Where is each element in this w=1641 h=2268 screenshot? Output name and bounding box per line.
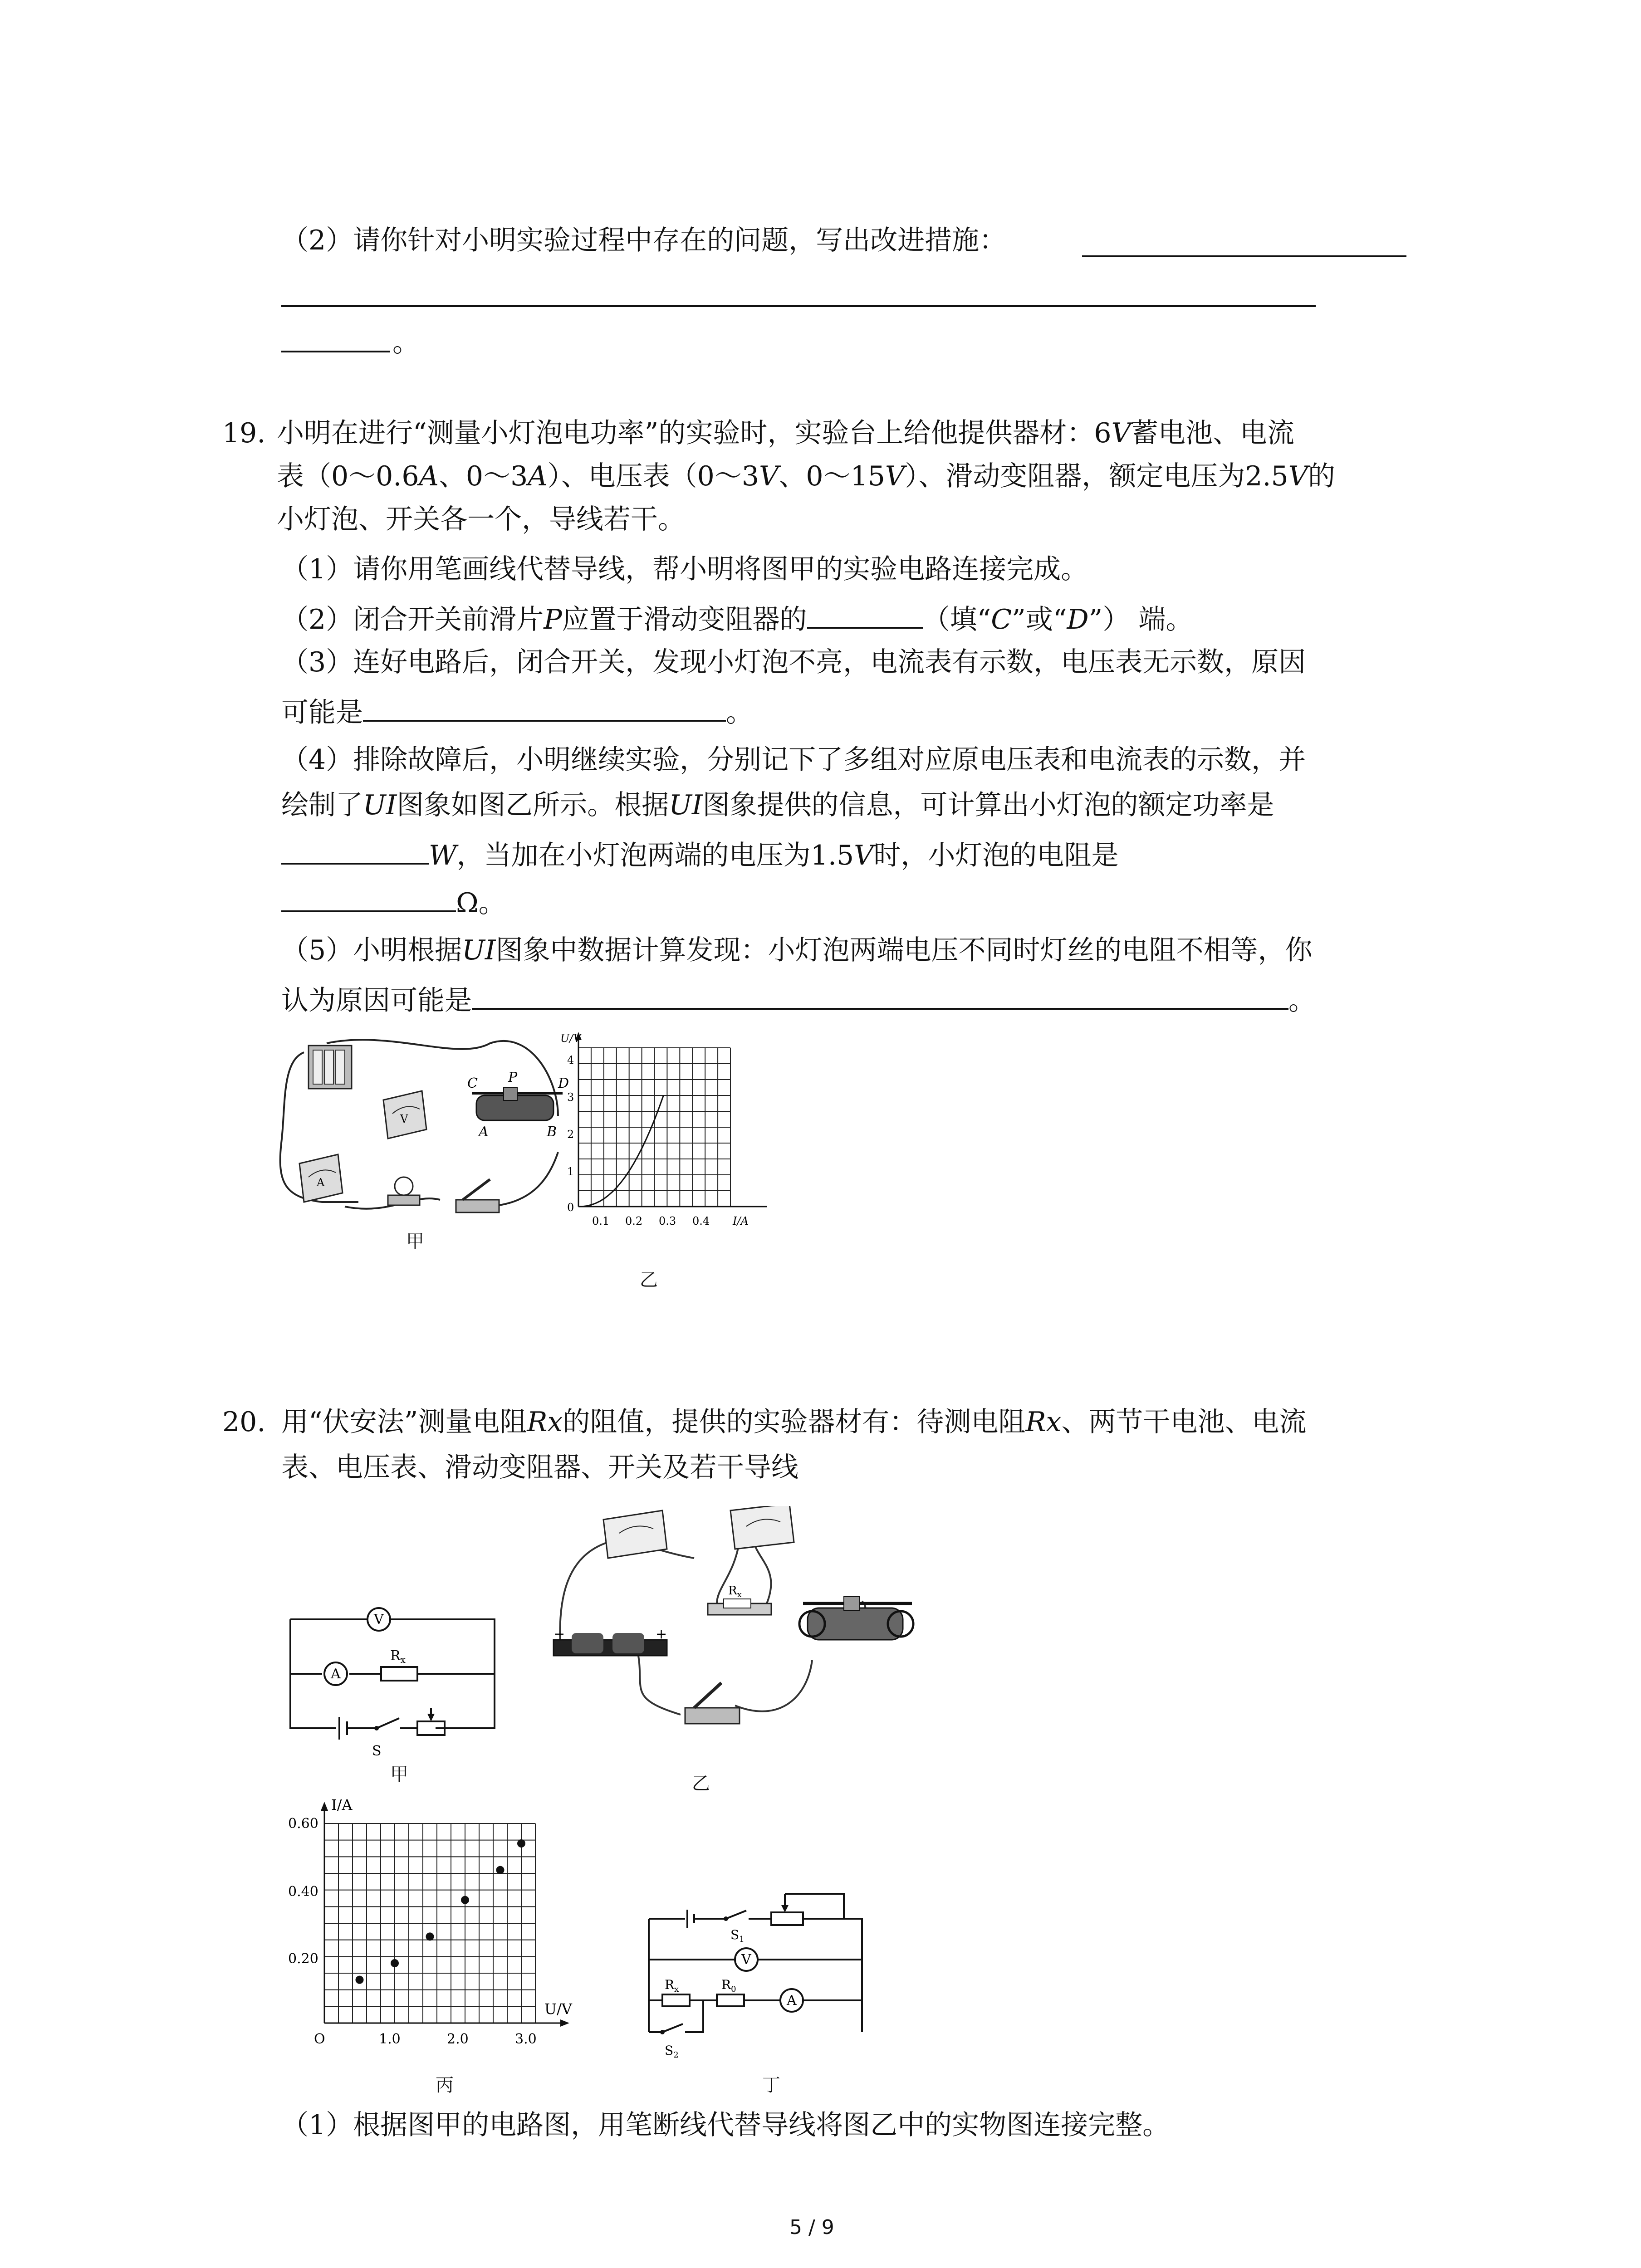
q19-part4-line2	[281, 787, 1274, 823]
q19-part4-blank-power[interactable]	[281, 835, 429, 865]
lamp-icon	[388, 1177, 420, 1205]
q19-part4-text: 时，小灯泡的电阻是	[873, 840, 1119, 871]
battery-pack-icon	[554, 1633, 667, 1656]
y-tick-0-60: 0.60	[288, 1816, 318, 1832]
rx-label: $R_x$	[390, 1648, 406, 1665]
data-point	[517, 1839, 525, 1848]
s2-label: $S_2$	[665, 2043, 679, 2060]
rheostat-device-icon	[799, 1597, 913, 1640]
q20-stem-line1	[281, 1404, 1306, 1440]
q19-part5-blank[interactable]	[472, 980, 1288, 1010]
q19-part4-line1: （4）排除故障后，小明继续实验，分别记下了多组对应原电压表和电流表的示数，并	[281, 744, 1306, 776]
label-p: P	[544, 604, 562, 635]
q19-part5-line1	[281, 932, 1312, 968]
voltmeter-label: V	[400, 1113, 408, 1125]
unit-v: V	[759, 460, 779, 492]
voltmeter-symbol-label: V	[741, 1952, 751, 1968]
battery-minus-label: −	[554, 1626, 565, 1642]
unit-v: V	[1288, 460, 1308, 492]
data-point	[356, 1976, 364, 1984]
q19-stem-text: 小明在进行“测量小灯泡电功率”的实验时，实验台上给他提供器材：6	[277, 417, 1112, 449]
y-axis-label: U/V	[560, 1032, 581, 1045]
q19-stem-line3: 小灯泡、开关各一个，导线若干。	[277, 503, 685, 535]
label-d: D	[1067, 604, 1089, 635]
s1-label: $S_1$	[730, 1927, 745, 1944]
q20-figure-yi	[544, 1506, 953, 1787]
q19-fig-jia-caption: 甲	[406, 1231, 424, 1252]
ammeter-symbol-label: A	[331, 1666, 341, 1682]
q19-stem-text: 、0～15	[779, 460, 885, 492]
switch-s-label: S	[372, 1743, 382, 1759]
rx-label: $R_x$	[665, 1977, 679, 1994]
y-axis-label: I/A	[331, 1796, 353, 1813]
q19-stem-text: 的	[1308, 460, 1335, 492]
label-ui: UI	[363, 789, 397, 821]
q20-fig-yi-caption: 乙	[692, 1773, 710, 1794]
q20-figure-jia	[281, 1601, 517, 1774]
q19-stem-text: ）、电压表（0～3	[547, 460, 759, 492]
q18-answer-blank-3[interactable]	[281, 351, 390, 352]
unit-w: W	[429, 840, 457, 871]
x-axis-label: U/V	[544, 2000, 572, 2018]
q19-stem-line2	[277, 458, 1335, 494]
q18-answer-blank-1[interactable]	[1082, 255, 1406, 257]
q19-stem-text: 蓄电池、电流	[1131, 417, 1294, 449]
q20-fig-jia-caption: 甲	[390, 1764, 408, 1785]
q19-number: 19.	[222, 417, 266, 449]
q20-fig-bing-caption: 丙	[436, 2075, 454, 2096]
q19-part5-line2	[281, 980, 1316, 1019]
unit-v: V	[1111, 417, 1131, 449]
data-point	[461, 1896, 469, 1904]
rheostat-label-b: B	[547, 1124, 557, 1140]
y-tick-3: 3	[567, 1091, 574, 1104]
q19-part3-line2	[281, 692, 753, 731]
q19-part4-blank-resistance[interactable]	[281, 882, 456, 912]
label-rx: Rx	[527, 1406, 563, 1438]
battery-icon	[309, 1046, 352, 1089]
voltmeter-device-icon	[730, 1506, 794, 1549]
ammeter-label: A	[317, 1176, 325, 1189]
x-axis-label: I/A	[733, 1215, 749, 1227]
q19-part2-text: 应置于滑动变阻器的	[562, 604, 807, 635]
q19-part3-text: 可能是	[281, 697, 363, 728]
q19-part2	[281, 599, 1193, 638]
q19-part3-blank[interactable]	[363, 692, 726, 722]
y-tick-0-40: 0.40	[288, 1884, 318, 1900]
x-tick-0-2: 0.2	[625, 1215, 643, 1227]
q20-number: 20.	[222, 1406, 266, 1438]
q19-part2-text: ”） 端。	[1088, 604, 1193, 635]
y-tick-0: 0	[567, 1201, 574, 1214]
unit-a: A	[419, 460, 439, 492]
page-number: 5 / 9	[789, 2216, 834, 2239]
q19-part4-text: ，当加在小灯泡两端的电压为1.5	[456, 840, 854, 871]
q19-part4-line4	[281, 882, 506, 921]
q20-stem-text: 、两节干电池、电流	[1061, 1406, 1307, 1438]
q19-part5-end: 。	[1288, 985, 1316, 1017]
x-tick-0-4: 0.4	[692, 1215, 710, 1227]
q19-part2-blank[interactable]	[807, 599, 923, 629]
data-point	[426, 1932, 434, 1941]
q20-stem-text: 的阻值，提供的实验器材有：待测电阻	[563, 1406, 1026, 1438]
label-rx: Rx	[1025, 1406, 1062, 1438]
q20-stem-text: 用“伏安法”测量电阻	[281, 1406, 527, 1438]
x-tick-0-3: 0.3	[659, 1215, 676, 1227]
data-point	[496, 1866, 505, 1874]
rheostat-label-a: A	[479, 1124, 489, 1140]
q19-part4-line3	[281, 835, 1118, 874]
q19-part3-line1: （3）连好电路后，闭合开关，发现小灯泡不亮，电流表有示数，电压表无示数，原因	[281, 646, 1306, 678]
q19-part5-text: 认为原因可能是	[281, 985, 472, 1017]
rheostat-label-c: C	[467, 1075, 478, 1091]
rx-device-label: $R_x$	[728, 1584, 742, 1599]
q19-stem-text: 、0～3	[438, 460, 528, 492]
q18-part2	[281, 222, 1006, 259]
q19-part4-text: Ω。	[456, 887, 506, 919]
y-tick-0-20: 0.20	[288, 1951, 318, 1967]
q19-stem-text: ）、滑动变阻器，额定电压为2.5	[905, 460, 1288, 492]
unit-a: A	[528, 460, 548, 492]
q20-stem-line2: 表、电压表、滑动变阻器、开关及若干导线	[281, 1452, 798, 1483]
ammeter-icon	[299, 1154, 343, 1202]
q19-part1: （1）请你用笔画线代替导线，帮小明将图甲的实验电路连接完成。	[281, 553, 1088, 585]
q19-figure-yi-graph	[544, 1027, 780, 1245]
resistor-rx-symbol	[381, 1667, 417, 1681]
q19-stem-line1	[277, 415, 1294, 451]
switch-device-icon	[685, 1683, 740, 1724]
battery-plus-label: +	[656, 1626, 667, 1642]
x-tick-0-1: 0.1	[592, 1215, 610, 1227]
y-tick-1: 1	[567, 1165, 574, 1178]
slider-arrow-icon	[427, 1714, 435, 1721]
label-ui: UI	[462, 934, 496, 966]
voltmeter-icon	[383, 1091, 426, 1139]
label-c: C	[991, 604, 1012, 635]
q19-figure-jia	[277, 1034, 585, 1225]
y-tick-2: 2	[567, 1128, 574, 1141]
q18-part2-text: （2）请你针对小明实验过程中存在的问题，写出改进措施：	[281, 225, 1007, 256]
q19-part2-text: （2）闭合开关前滑片	[281, 604, 544, 635]
q20-figure-ding	[635, 1882, 889, 2064]
q18-end-mark: 。	[392, 327, 420, 358]
y-axis-arrow-icon	[321, 1802, 328, 1811]
q19-part4-text: 图象提供的信息，可计算出小灯泡的额定功率是	[702, 789, 1274, 821]
rheostat-label-p: P	[508, 1070, 518, 1085]
unit-v: V	[885, 460, 905, 492]
x-tick-2-0: 2.0	[447, 2031, 469, 2047]
q19-part3-end: 。	[726, 697, 753, 728]
q19-part4-text: 图象如图乙所示。根据	[397, 789, 669, 821]
q19-fig-yi-caption: 乙	[640, 1270, 658, 1290]
x-tick-1-0: 1.0	[379, 2031, 401, 2047]
switch-icon	[456, 1179, 499, 1212]
q19-part2-text: ”或“	[1012, 604, 1067, 635]
q18-answer-blank-2[interactable]	[281, 305, 1316, 307]
q19-part5-text: （5）小明根据	[281, 934, 462, 966]
slider-arrow-icon	[781, 1905, 789, 1912]
origin-label: O	[314, 2031, 325, 2047]
unit-v: V	[854, 840, 874, 871]
x-axis-arrow-icon	[560, 2019, 569, 2027]
q19-stem-text: 表（0～0.6	[277, 460, 419, 492]
label-ui: UI	[669, 789, 703, 821]
q20-figure-bing-graph	[281, 1796, 608, 2059]
q20-part1: （1）根据图甲的电路图，用笔断线代替导线将图乙中的实物图连接完整。	[281, 2109, 1170, 2141]
q19-part5-text: 图象中数据计算发现：小灯泡两端电压不同时灯丝的电阻不相等，你	[495, 934, 1313, 966]
q19-part4-text: 绘制了	[281, 789, 363, 821]
x-tick-3-0: 3.0	[515, 2031, 537, 2047]
ammeter-symbol-label: A	[787, 1993, 797, 2009]
q19-part2-text: （填“	[922, 604, 991, 635]
y-tick-4: 4	[567, 1054, 574, 1066]
data-point	[391, 1959, 399, 1967]
r0-label: $R_0$	[721, 1977, 736, 1994]
ammeter-device-icon	[603, 1510, 667, 1558]
voltmeter-symbol-label: V	[374, 1612, 384, 1628]
rheostat-label-d: D	[558, 1075, 569, 1091]
q20-fig-ding-caption: 丁	[762, 2075, 780, 2096]
